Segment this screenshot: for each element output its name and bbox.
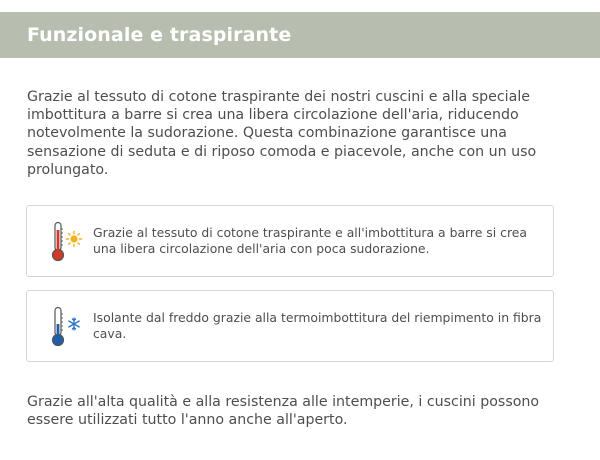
thermometer-sun-icon: [47, 221, 83, 263]
feature-card-breathable: [26, 205, 554, 277]
outro-paragraph: Grazie all'alta qualità e alla resistenza alle intemperie, i cuscini possono essere utilizzati tutto l'anno anche all'aperto.: [27, 394, 540, 429]
thermometer-snowflake-icon: [47, 306, 83, 348]
feature-text: Isolante dal freddo grazie alla termoimbottitura del riempimento in fibra cava.: [93, 310, 542, 341]
section-title: Funzionale e traspirante: [27, 24, 292, 46]
feature-text: Grazie al tessuto di cotone traspirante e all'imbottitura a barre si crea una libera circolazione dell'aria con poca sudorazione.: [93, 225, 527, 256]
section-header: [0, 12, 600, 58]
intro-paragraph: Grazie al tessuto di cotone traspirante dei nostri cuscini e alla speciale imbottitura a barre si crea una libera circolazione dell'aria, riducendo notevolmente la sudorazione. Questa combinazione garantisce una sensazione di seduta e di riposo comoda e piacevole, anche con un uso prolungato.: [27, 89, 537, 178]
feature-card-insulating: [26, 290, 554, 362]
